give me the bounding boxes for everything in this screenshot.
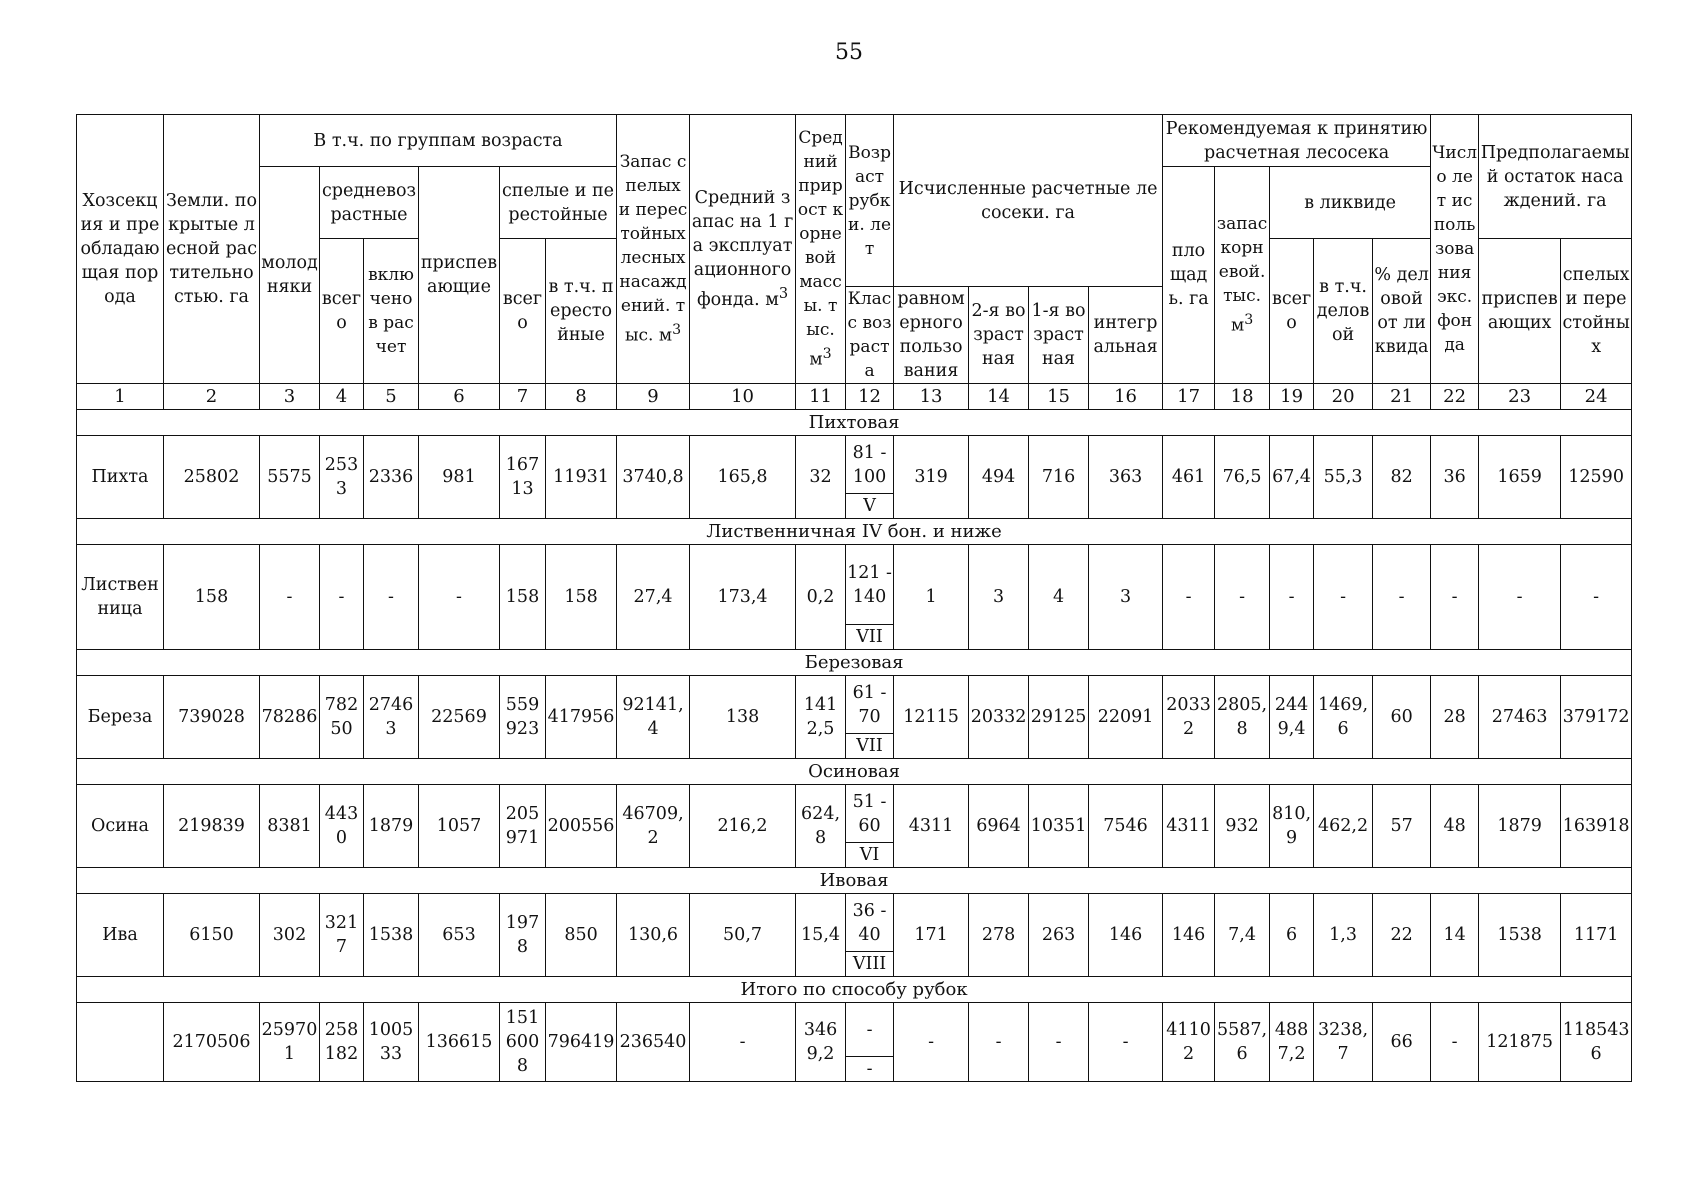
data-cell: 2449,4 <box>1270 676 1314 759</box>
header-remaining-stands: Предполагаемый остаток насаждений. га <box>1479 115 1632 239</box>
header-calculated-cuts: Исчисленные расчетные лесосеки. га <box>894 115 1163 287</box>
data-cell: 136615 <box>419 1003 500 1082</box>
data-cell: 27463 <box>1479 676 1561 759</box>
cutting-age-cell <box>846 676 894 759</box>
data-cell: 146 <box>1163 894 1215 977</box>
data-cell: 130,6 <box>617 894 690 977</box>
data-cell: 278 <box>969 894 1029 977</box>
data-cell: - <box>894 1003 969 1082</box>
data-cell: 6 <box>1270 894 1314 977</box>
data-cell: - <box>1089 1003 1163 1082</box>
data-cell: 1057 <box>419 785 500 868</box>
column-number: 3 <box>260 384 320 410</box>
section-header-row <box>77 977 1632 1003</box>
data-cell: 319 <box>894 436 969 519</box>
data-cell: 3 <box>1089 545 1163 650</box>
data-cell: 76,5 <box>1215 436 1270 519</box>
table-row <box>77 676 1632 759</box>
data-cell: 0,2 <box>796 545 846 650</box>
data-cell: 36 <box>1431 436 1479 519</box>
data-cell: 25802 <box>164 436 260 519</box>
data-cell: 66 <box>1373 1003 1431 1082</box>
header-premature: приспевающие <box>419 167 500 384</box>
cutting-age-cell <box>846 545 894 650</box>
data-cell: - <box>260 545 320 650</box>
data-cell: 7546 <box>1089 785 1163 868</box>
data-cell: 716 <box>1029 436 1089 519</box>
species-cell: Ива <box>77 894 164 977</box>
section-header-row <box>77 519 1632 545</box>
header-middle-aged: средневозрастные <box>320 167 419 239</box>
cutting-age: 121 - 140 <box>847 562 892 607</box>
column-number: 10 <box>690 384 796 410</box>
column-number: 9 <box>617 384 690 410</box>
cutting-age: 51 - 60 <box>852 791 887 836</box>
data-cell: 1978 <box>500 894 546 977</box>
data-cell: 27463 <box>364 676 419 759</box>
data-cell: - <box>364 545 419 650</box>
data-cell: 14 <box>1431 894 1479 977</box>
column-number: 19 <box>1270 384 1314 410</box>
species-cell: Пихта <box>77 436 164 519</box>
data-cell: 302 <box>260 894 320 977</box>
column-number: 7 <box>500 384 546 410</box>
data-cell: 12590 <box>1561 436 1632 519</box>
column-number: 24 <box>1561 384 1632 410</box>
column-number: 2 <box>164 384 260 410</box>
data-cell: 216,2 <box>690 785 796 868</box>
data-cell: 100533 <box>364 1003 419 1082</box>
header-forested-land: Земли. покрытые лесной растительностью. га <box>164 115 260 384</box>
data-cell: 20332 <box>1163 676 1215 759</box>
data-cell: 981 <box>419 436 500 519</box>
page-number: 55 <box>835 40 863 65</box>
data-cell: 653 <box>419 894 500 977</box>
section-header-row <box>77 868 1632 894</box>
data-cell: - <box>1314 545 1373 650</box>
species-cell: Лиственница <box>77 545 164 650</box>
column-number: 1 <box>77 384 164 410</box>
data-cell: 739028 <box>164 676 260 759</box>
data-cell: 796419 <box>546 1003 617 1082</box>
header-farm-section: Хозсекция и преобладающая порода <box>77 115 164 384</box>
data-cell: 5587,6 <box>1215 1003 1270 1082</box>
section-title: Лиственничная IV бон. и ниже <box>77 519 1632 545</box>
data-cell: 258182 <box>320 1003 364 1082</box>
data-cell: 16713 <box>500 436 546 519</box>
data-cell: 4 <box>1029 545 1089 650</box>
header-age-groups: В т.ч. по группам возраста <box>260 115 617 167</box>
column-number: 18 <box>1215 384 1270 410</box>
data-cell: 205971 <box>500 785 546 868</box>
section-title: Итого по способу рубок <box>77 977 1632 1003</box>
data-cell: - <box>1373 545 1431 650</box>
data-cell: 158 <box>500 545 546 650</box>
table-row <box>77 785 1632 868</box>
table-row <box>77 436 1632 519</box>
header-ripe-overmature: спелые и перестойные <box>500 167 617 239</box>
species-cell: Береза <box>77 676 164 759</box>
data-cell: 3 <box>969 545 1029 650</box>
data-cell: - <box>1561 545 1632 650</box>
section-header-row <box>77 650 1632 676</box>
species-cell <box>77 1003 164 1082</box>
column-number: 6 <box>419 384 500 410</box>
data-cell: 494 <box>969 436 1029 519</box>
header-young: молодняки <box>260 167 320 384</box>
data-cell: 7,4 <box>1215 894 1270 977</box>
column-number: 15 <box>1029 384 1089 410</box>
data-cell: 1538 <box>364 894 419 977</box>
data-cell: 78286 <box>260 676 320 759</box>
data-cell: 2336 <box>364 436 419 519</box>
column-number: 22 <box>1431 384 1479 410</box>
header-uniform-use: равномерного пользования <box>894 287 969 384</box>
data-cell: 22 <box>1373 894 1431 977</box>
column-number-row <box>77 384 1632 410</box>
header-mid-included: включено в расчет <box>364 239 419 384</box>
data-cell: 173,4 <box>690 545 796 650</box>
header-in-liquid: в ликвиде <box>1270 167 1431 239</box>
data-cell: - <box>1270 545 1314 650</box>
column-number: 17 <box>1163 384 1215 410</box>
data-cell: 259701 <box>260 1003 320 1082</box>
data-cell: 6150 <box>164 894 260 977</box>
data-cell: 1879 <box>1479 785 1561 868</box>
section-header-row <box>77 410 1632 436</box>
age-class: V <box>846 493 893 518</box>
data-cell: 1469,6 <box>1314 676 1373 759</box>
data-cell: - <box>1431 545 1479 650</box>
species-cell: Осина <box>77 785 164 868</box>
column-number: 8 <box>546 384 617 410</box>
data-cell: 3238,7 <box>1314 1003 1373 1082</box>
age-class: VII <box>846 733 893 758</box>
header-avg-growth: Средний прирост корневой массы. тыс. $м^3$ <box>796 115 846 384</box>
data-cell: 219839 <box>164 785 260 868</box>
data-cell: 4430 <box>320 785 364 868</box>
data-cell: 1171 <box>1561 894 1632 977</box>
header-remain-premature: приспевающих <box>1479 239 1561 384</box>
data-cell: 263 <box>1029 894 1089 977</box>
header-mid-total: всего <box>320 239 364 384</box>
age-class: VI <box>846 842 893 867</box>
header-area: площадь. га <box>1163 167 1215 384</box>
section-title: Осиновая <box>77 759 1632 785</box>
data-cell: 1659 <box>1479 436 1561 519</box>
data-cell: 2533 <box>320 436 364 519</box>
data-cell: 158 <box>164 545 260 650</box>
data-cell: 11931 <box>546 436 617 519</box>
column-number: 4 <box>320 384 364 410</box>
header-ripe-total: всего <box>500 239 546 384</box>
data-cell: 46709,2 <box>617 785 690 868</box>
data-cell: 171 <box>894 894 969 977</box>
data-cell: 1538 <box>1479 894 1561 977</box>
data-cell: 363 <box>1089 436 1163 519</box>
cutting-age: 61 - 70 <box>852 682 887 727</box>
section-title: Березовая <box>77 650 1632 676</box>
data-cell: 32 <box>796 436 846 519</box>
table-row <box>77 545 1632 650</box>
data-cell: - <box>1163 545 1215 650</box>
data-cell: - <box>1215 545 1270 650</box>
data-cell: 932 <box>1215 785 1270 868</box>
data-cell: 22569 <box>419 676 500 759</box>
section-title: Пихтовая <box>77 410 1632 436</box>
data-cell: 1,3 <box>1314 894 1373 977</box>
data-cell: 4311 <box>894 785 969 868</box>
data-cell: 82 <box>1373 436 1431 519</box>
data-cell: 29125 <box>1029 676 1089 759</box>
forest-fund-table <box>76 114 1632 1082</box>
data-cell: 41102 <box>1163 1003 1215 1082</box>
data-cell: 50,7 <box>690 894 796 977</box>
data-cell: 48 <box>1431 785 1479 868</box>
column-number: 12 <box>846 384 894 410</box>
table-row <box>77 1003 1632 1082</box>
data-cell: 92141,4 <box>617 676 690 759</box>
column-number: 21 <box>1373 384 1431 410</box>
cutting-age-cell <box>846 1003 894 1082</box>
data-cell: 417956 <box>546 676 617 759</box>
cutting-age-cell <box>846 785 894 868</box>
data-cell: 15,4 <box>796 894 846 977</box>
cutting-age: 36 - 40 <box>852 900 887 945</box>
table-row <box>77 894 1632 977</box>
column-number: 16 <box>1089 384 1163 410</box>
data-cell: - <box>1479 545 1561 650</box>
data-cell: 559923 <box>500 676 546 759</box>
data-cell: 1516008 <box>500 1003 546 1082</box>
data-cell: 163918 <box>1561 785 1632 868</box>
header-liquid-total: всего <box>1270 239 1314 384</box>
age-class: VIII <box>846 951 893 976</box>
data-cell: - <box>419 545 500 650</box>
data-cell: 1879 <box>364 785 419 868</box>
column-number: 20 <box>1314 384 1373 410</box>
data-cell: 3469,2 <box>796 1003 846 1082</box>
data-cell: 461 <box>1163 436 1215 519</box>
header-first-age: 1-я возрастная <box>1029 287 1089 384</box>
data-cell: 1 <box>894 545 969 650</box>
data-cell: 3217 <box>320 894 364 977</box>
data-cell: 10351 <box>1029 785 1089 868</box>
data-cell: - <box>1431 1003 1479 1082</box>
data-cell: 8381 <box>260 785 320 868</box>
header-remain-ripe: спелых и перестойных <box>1561 239 1632 384</box>
header-overmature: в т.ч. перестойные <box>546 239 617 384</box>
column-number: 11 <box>796 384 846 410</box>
header-recommended-cut: Рекомендуемая к принятию расчетная лесосека <box>1163 115 1431 167</box>
cutting-age: - <box>866 1019 873 1040</box>
data-cell: 28 <box>1431 676 1479 759</box>
data-cell: 236540 <box>617 1003 690 1082</box>
header-root-stock: запас корневой. тыс. $м^3$ <box>1215 167 1270 384</box>
data-cell: 55,3 <box>1314 436 1373 519</box>
data-cell: 4887,2 <box>1270 1003 1314 1082</box>
data-cell: 5575 <box>260 436 320 519</box>
age-class: - <box>846 1056 893 1081</box>
header-ripe-stock: Запас спелых и перестойных лесных насаждений. тыс. $м^3$ <box>617 115 690 384</box>
data-cell: 78250 <box>320 676 364 759</box>
header-second-age: 2-я возрастная <box>969 287 1029 384</box>
data-cell: 146 <box>1089 894 1163 977</box>
data-cell: 6964 <box>969 785 1029 868</box>
data-cell: 121875 <box>1479 1003 1561 1082</box>
data-cell: - <box>690 1003 796 1082</box>
data-cell: 165,8 <box>690 436 796 519</box>
data-cell: 850 <box>546 894 617 977</box>
data-cell: 138 <box>690 676 796 759</box>
data-cell: - <box>1029 1003 1089 1082</box>
header-commercial: в т.ч. деловой <box>1314 239 1373 384</box>
data-cell: 3740,8 <box>617 436 690 519</box>
data-cell: 20332 <box>969 676 1029 759</box>
data-cell: 22091 <box>1089 676 1163 759</box>
data-cell: 57 <box>1373 785 1431 868</box>
header-age-class: Класс возраста <box>846 287 894 384</box>
data-cell: 1412,5 <box>796 676 846 759</box>
cutting-age: 81 - 100 <box>852 442 887 487</box>
data-cell: 27,4 <box>617 545 690 650</box>
data-cell: 4311 <box>1163 785 1215 868</box>
section-header-row <box>77 759 1632 785</box>
data-cell: 624,8 <box>796 785 846 868</box>
data-cell: - <box>969 1003 1029 1082</box>
column-number: 23 <box>1479 384 1561 410</box>
section-title: Ивовая <box>77 868 1632 894</box>
age-class: VII <box>846 624 893 649</box>
header-cutting-age: Возраст рубки. лет <box>846 115 894 287</box>
data-cell: 12115 <box>894 676 969 759</box>
data-cell: 67,4 <box>1270 436 1314 519</box>
data-cell: 60 <box>1373 676 1431 759</box>
data-cell: - <box>320 545 364 650</box>
column-number: 13 <box>894 384 969 410</box>
data-cell: 810,9 <box>1270 785 1314 868</box>
data-cell: 2170506 <box>164 1003 260 1082</box>
header-commercial-pct: % деловой от ликвида <box>1373 239 1431 384</box>
column-number: 5 <box>364 384 419 410</box>
header-years-use: Число лет использования экс. фонда <box>1431 115 1479 384</box>
data-cell: 2805,8 <box>1215 676 1270 759</box>
data-cell: 1185436 <box>1561 1003 1632 1082</box>
data-cell: 379172 <box>1561 676 1632 759</box>
cutting-age-cell <box>846 436 894 519</box>
data-cell: 462,2 <box>1314 785 1373 868</box>
header-avg-stock: Средний запас на 1 га эксплуатационного фонда. $м^3$ <box>690 115 796 384</box>
cutting-age-cell <box>846 894 894 977</box>
column-number: 14 <box>969 384 1029 410</box>
data-cell: 200556 <box>546 785 617 868</box>
header-integral: интегральная <box>1089 287 1163 384</box>
data-cell: 158 <box>546 545 617 650</box>
